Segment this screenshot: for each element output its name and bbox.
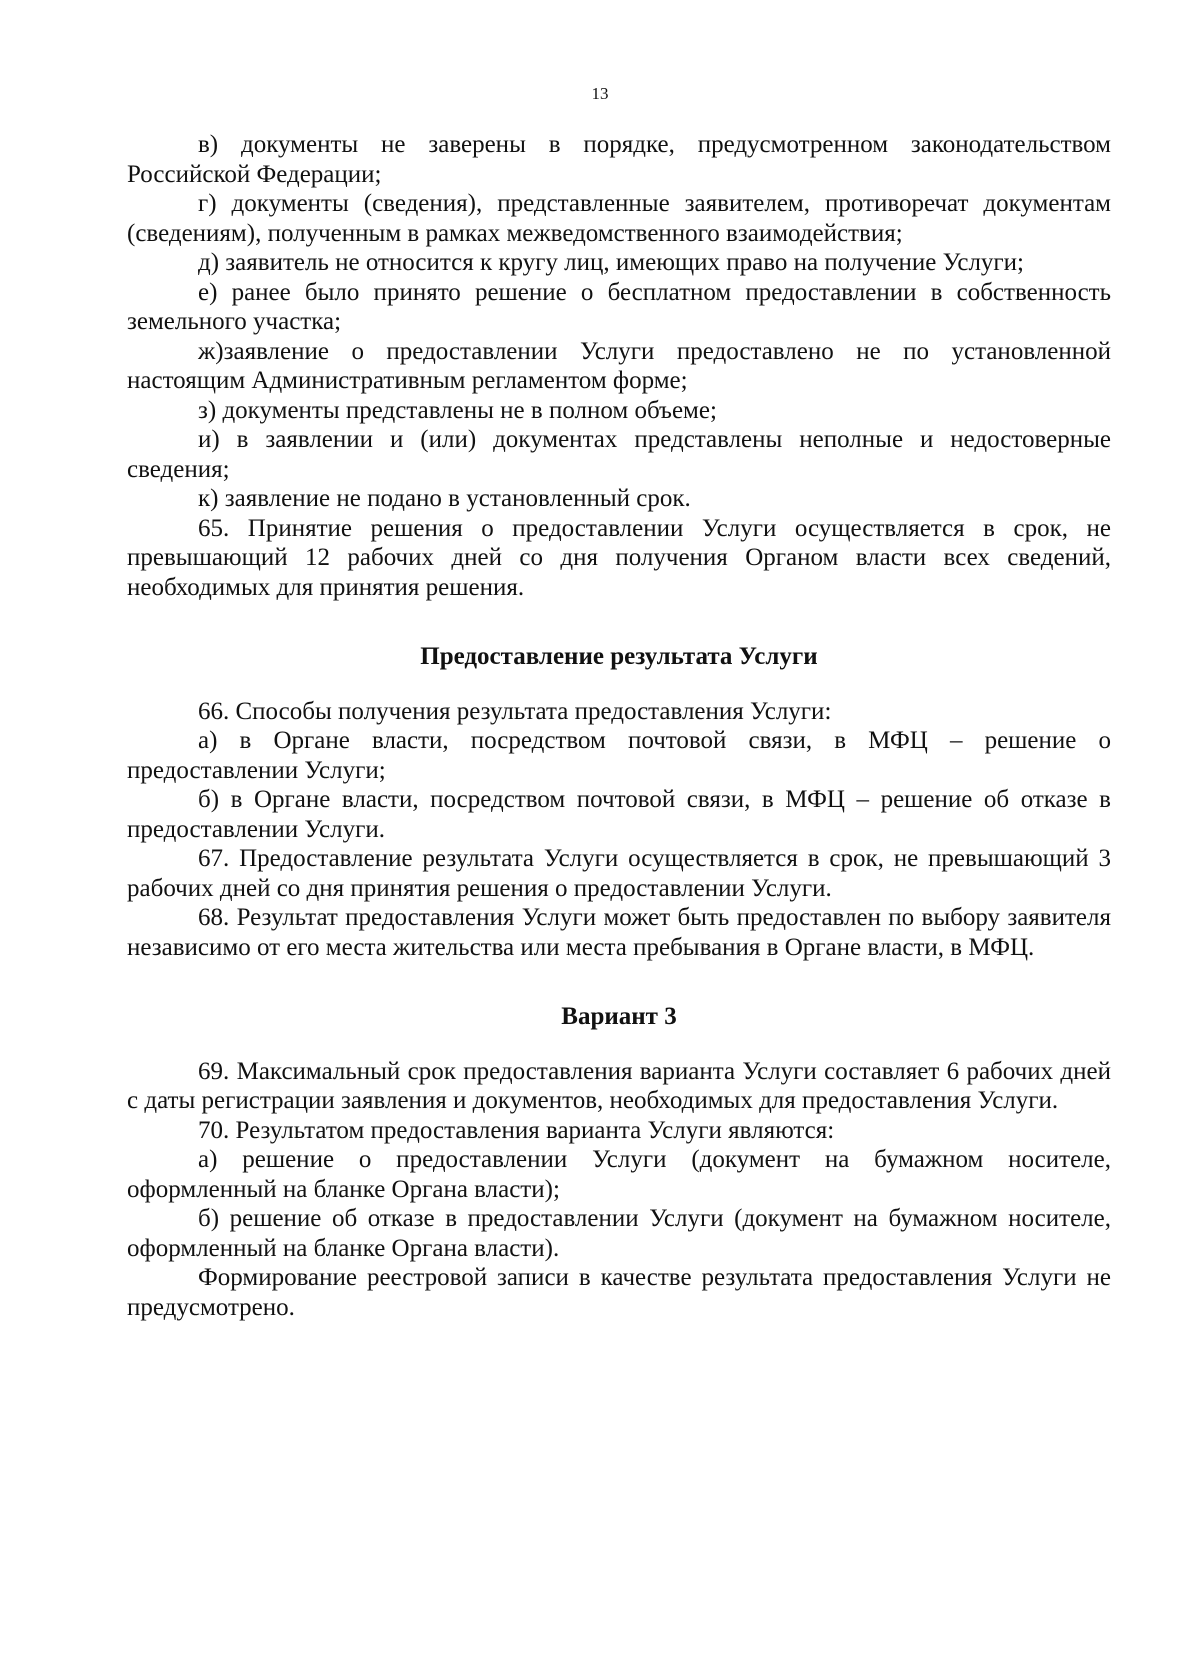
section-title-variant-3: Вариант 3 <box>561 1003 677 1030</box>
paragraph-registry-note: Формирование реестровой записи в качестве результата предоставления Услуги не предусмотрено. <box>127 1264 1111 1321</box>
paragraph-65: 65. Принятие решения о предоставлении Услуги осуществляется в срок, не превышающий 12 рабочих дней со дня получения Органом власти всех сведений, необходимых для принятия решения. <box>127 514 1111 601</box>
paragraph-item-i: и) в заявлении и (или) документах представлены неполные и недостоверные сведения; <box>127 426 1111 483</box>
paragraph-66: 66. Способы получения результата предоставления Услуги: <box>198 697 832 725</box>
page-number: 13 <box>591 84 609 103</box>
paragraph-70-a: а) решение о предоставлении Услуги (документ на бумажном носителе, оформленный на бланке Органа власти); <box>127 1146 1111 1203</box>
paragraph-item-g: г) документы (сведения), представленные заявителем, противоречат документам (сведениям), полученным в рамках межведомственного взаимодействия; <box>127 190 1111 247</box>
section-title-result: Предоставление результата Услуги <box>420 643 818 670</box>
paragraph-item-e: е) ранее было принято решение о бесплатном предоставлении в собственность земельного участка; <box>127 278 1111 335</box>
paragraph-item-k: к) заявление не подано в установленный срок. <box>198 485 691 512</box>
paragraph-70-b: б) решение об отказе в предоставлении Услуги (документ на бумажном носителе, оформленный на бланке Органа власти). <box>127 1205 1111 1262</box>
paragraph-item-zh: ж)заявление о предоставлении Услуги предоставлено не по установленной настоящим Административным регламентом форме; <box>127 337 1111 394</box>
document-body <box>127 130 1111 1322</box>
paragraph-item-d: д) заявитель не относится к кругу лиц, имеющих право на получение Услуги; <box>198 249 1025 276</box>
paragraph-66-a: а) в Органе власти, посредством почтовой связи, в МФЦ – решение о предоставлении Услуги; <box>127 727 1111 784</box>
paragraph-70: 70. Результатом предоставления варианта Услуги являются: <box>198 1116 835 1144</box>
paragraph-67: 67. Предоставление результата Услуги осуществляется в срок, не превышающий 3 рабочих дней со дня принятия решения о предоставлении Услуги. <box>127 845 1111 902</box>
paragraph-68: 68. Результат предоставления Услуги может быть предоставлен по выбору заявителя независимо от его места жительства или места пребывания в Органе власти, в МФЦ. <box>127 904 1111 961</box>
paragraph-item-v: в) документы не заверены в порядке, предусмотренном законодательством Российской Федерации; <box>127 131 1111 188</box>
paragraph-66-b: б) в Органе власти, посредством почтовой связи, в МФЦ – решение об отказе в предоставлении Услуги. <box>127 786 1111 843</box>
paragraph-item-z: з) документы представлены не в полном объеме; <box>198 396 717 424</box>
paragraph-69: 69. Максимальный срок предоставления варианта Услуги составляет 6 рабочих дней с даты регистрации заявления и документов, необходимых для предоставления Услуги. <box>127 1057 1111 1114</box>
